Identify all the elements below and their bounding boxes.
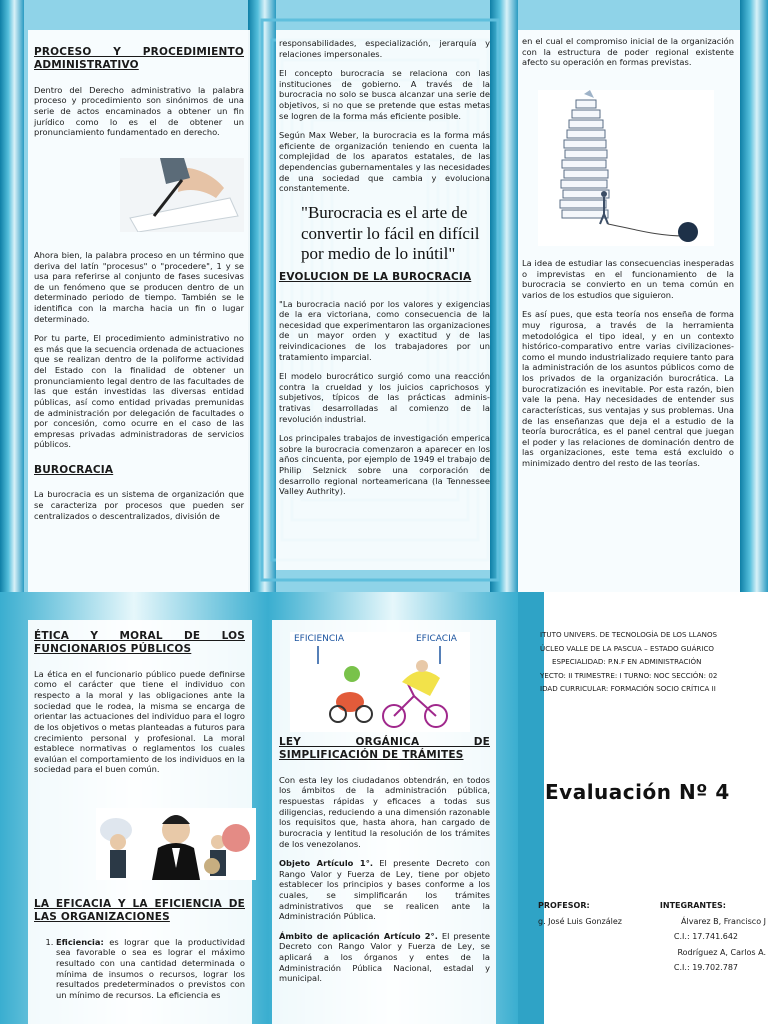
column-teoria bbox=[522, 36, 734, 77]
eficacia-list bbox=[34, 937, 245, 1001]
paragraph: La ética en el funcionario público puede definirse como el carácter que tiene el individuo con respecto a la moral y las obligaciones ante la sociedad que le rodea, la misma se encarga de orientar las actuaciones del individuo para el logro de los objetivos o metas planteadas a futuros para crecimiento personal y profesional. La moral establece normativas o reglamentos los cuales evalúan el comportamiento de los individuos en la sociedad para el buen común. bbox=[34, 668, 245, 775]
paragraph: Según Max Weber, la burocracia es la forma más eficiente de organización teniendo en cuenta la complejidad de los aparatos estatales, de las dependencias gubernamentales y las necesidades de una sociedad que cambia y evoluciona constantemente. bbox=[279, 130, 490, 194]
signing-hand-image bbox=[120, 158, 244, 232]
column-proceso-cont bbox=[34, 250, 244, 530]
integrante-ci: C.I.: 19.702.787 bbox=[673, 963, 738, 972]
header-line: ITUTO UNIVERS. DE TECNOLOGÍA DE LOS LLANOS bbox=[540, 630, 718, 639]
paragraph: El modelo burocrático surgió como una reacción contra la crueldad y los juicios caprichosos y subjetivos, típicos de las prácticas adminis-trativas desarrolladas al comienzo de la revolución industrial. bbox=[279, 371, 490, 424]
column-teoria-cont bbox=[522, 258, 734, 478]
credits bbox=[538, 898, 766, 976]
paragraph: Por tu parte, El procedimiento administrativo no es más que la secuencia ordenada de actuaciones que se realizan dentro de la poliforme actividad del Estado con la finalidad de obtener un pronunciamiento legal dentro de las facultades de las que están investidas las diversas entidad públicas, así como entidad privadas premunidas de administración por delegación de facultades o por concesión, como ocurre en el caso de las empresas privadas administradoras de servicios públicos. bbox=[34, 333, 244, 450]
heading-ley: LEY ORGÁNICA DE SIMPLIFICACIÓN DE TRÁMITES bbox=[279, 736, 490, 762]
profesor-name: g. José Luis González bbox=[538, 916, 622, 926]
heading-burocracia: BUROCRACIA bbox=[34, 463, 114, 476]
column-burocracia bbox=[279, 38, 490, 506]
heading-proceso: PROCESO Y PROCEDIMIENTO ADMINISTRATIVO bbox=[34, 46, 244, 72]
paragraph: Dentro del Derecho administrativo la palabra proceso y procedimiento son sinónimos de una serie de actos encaminados a obtener un fin jurídico como lo es el de obtener un pronunciamiento fundamentado en derecho. bbox=[34, 84, 244, 138]
list-item bbox=[56, 937, 245, 1001]
paragraph: El concepto burocracia se relaciona con las instituciones de gobierno. A través de la burocracia no solo se busca alcanzar una serie de objetivos, si no que se pretende que estas metas se logren de la forma más eficiente posible. bbox=[279, 68, 490, 121]
column-ley bbox=[279, 736, 490, 993]
column-etica bbox=[34, 630, 245, 784]
paragraph: Es así pues, que esta teoría nos enseña de forma muy rigurosa, a través de la herramienta metodológica el tipo ideal, y en un contexto histórico-comparativo entre varias civilizaciones-como el mundo industrializado requiere tanto para la administración de los asuntos públicos como de los privados de la organización burocrática. La burocratización es inevitable. Por esta razón, bien vale la pena. Hay necesidades de entender sus características, sus ventajas y sus problemas. Una de las enseñanzas que deja el a estudio de la teoría burocrática, es el panel central que juegan el poder y las relaciones de dominación dentro de las organizaciones, este tema está excluido o minimizado dentro del resto de las teorías. bbox=[522, 309, 734, 468]
institution-header bbox=[540, 628, 768, 696]
article-title: Objeto Artículo 1°. bbox=[279, 858, 373, 869]
profesor-label: PROFESOR: bbox=[538, 901, 590, 910]
heading-etica: ÉTICA Y MORAL DE LOS FUNCIONARIOS PÚBLICOS bbox=[34, 630, 245, 656]
page-title: Evaluación Nº 4 bbox=[545, 780, 730, 804]
header-line: YECTO: II TRIMESTRE: I TURNO: NOC SECCIÓN: 02 bbox=[540, 670, 718, 680]
heading-eficacia: LA EFICACIA Y LA EFICIENCIA DE LAS ORGANIZACIONES bbox=[34, 898, 245, 924]
term-eficiencia: Eficiencia: bbox=[56, 936, 104, 947]
header-line: ESPECIALIDAD: P.N.F EN ADMINISTRACIÓN bbox=[552, 657, 702, 666]
column-proceso bbox=[34, 46, 244, 147]
paragraph: responsabilidades, especialización, jerarquía y relaciones impersonales. bbox=[279, 38, 490, 59]
header-line: ÚCLEO VALLE DE LA PASCUA – ESTADO GUÁRICO bbox=[540, 643, 714, 653]
integrantes-label: INTEGRANTES: bbox=[659, 901, 726, 910]
ethics-figures-image bbox=[96, 808, 256, 880]
paper-stack-illustration bbox=[538, 90, 714, 246]
paragraph-objeto bbox=[279, 858, 490, 922]
heading-evolucion: EVOLUCION DE LA BUROCRACIA bbox=[279, 271, 472, 284]
article-text: El presente Decreto con Rango Valor y Fuerza de Ley, tiene por objeto establecer los principios y bases conforme a los cuales, se simplificarán los trámites administrativos que se realicen ante la Administración Pública. bbox=[279, 858, 490, 922]
efficiency-diagram-image bbox=[290, 632, 470, 732]
efficacy-label: EFICACIA bbox=[416, 634, 457, 644]
column-eficacia bbox=[34, 898, 245, 1007]
paragraph: "La burocracia nació por los valores y exigencias de la era victoriana, como consecuencia de la necesidad que experimentaron las organizaciones de un mayor orden y exactitud y de las reivindicaciones de los trabajadores por un tratamiento imparcial. bbox=[279, 298, 490, 362]
integrante-name: Rodríguez A, Carlos A. bbox=[677, 947, 766, 957]
header-line: IDAD CURRICULAR: FORMACIÓN SOCIO CRÍTICA II bbox=[540, 684, 716, 693]
efficiency-label: EFICIENCIA bbox=[294, 634, 344, 644]
burocracia-quote: "Burocracia es el arte de convertir lo fácil en difícil por medio de lo inútil" bbox=[301, 202, 480, 264]
article-text: El presente Decreto con Rango Valor y Fuerza de Ley, se aplicará a los órganos y entes de la Administración Pública Nacional, estadal y municipal. bbox=[279, 930, 490, 984]
paragraph: Ahora bien, la palabra proceso en un término que deriva del latín "procesus" o "procedere", 1 y se usa para referirse al conjunto de fases sucesivas de un fenómeno que se producen dentro de un determinado periodo de tiempo. También se le identifica con la marcha hacia un fin o lugar determinado. bbox=[34, 250, 244, 324]
paragraph: La idea de estudiar las consecuencias inesperadas o imprevistas en el funcionamiento de la burocracia se convierto en un tema común en varios de los estudios que siguieron. bbox=[522, 258, 734, 300]
paragraph: La burocracia es un sistema de organización que se caracteriza por procesos que pueden ser centralizados o descentralizados, división de bbox=[34, 489, 244, 521]
paragraph: en el cual el compromiso inicial de la organización con la estructura de poder regional existente afecto su operación en formas previstas. bbox=[522, 36, 734, 68]
integrante-name: Álvarez B, Francisco J bbox=[681, 916, 766, 926]
paragraph-ambito bbox=[279, 931, 490, 984]
integrante-ci: C.I.: 17.741.642 bbox=[673, 932, 738, 941]
paragraph: Los principales trabajos de investigación emperica sobre la burocracia comenzaron a aparecer en los años cincuenta, por ejemplo de 1949 el trabajo de Philip Selznick sobre una corporación de desarrollo regional norteamericana (la Tennessee Valley Authrity). bbox=[279, 433, 490, 497]
article-title: Ámbito de aplicación Artículo 2°. bbox=[279, 930, 438, 941]
paragraph: Con esta ley los ciudadanos obtendrán, en todos los ámbitos de la administración pública, respuestas rápidas y eficaces a todas sus diligencias, reduciendo a una dimensión razonable los requisitos que, hasta ahora, han cargado de burocracia y lentitud la resolución de los trámites de los venezolanos. bbox=[279, 774, 490, 849]
list-item-text: es lograr que la productividad sea favorable o sea es lograr el máximo resultado con una cantidad determinada o mínima de insumos o recursos, lograr los resultados predeterminados o previstos con un mínimo de recursos. La eficiencia es bbox=[56, 936, 245, 1000]
